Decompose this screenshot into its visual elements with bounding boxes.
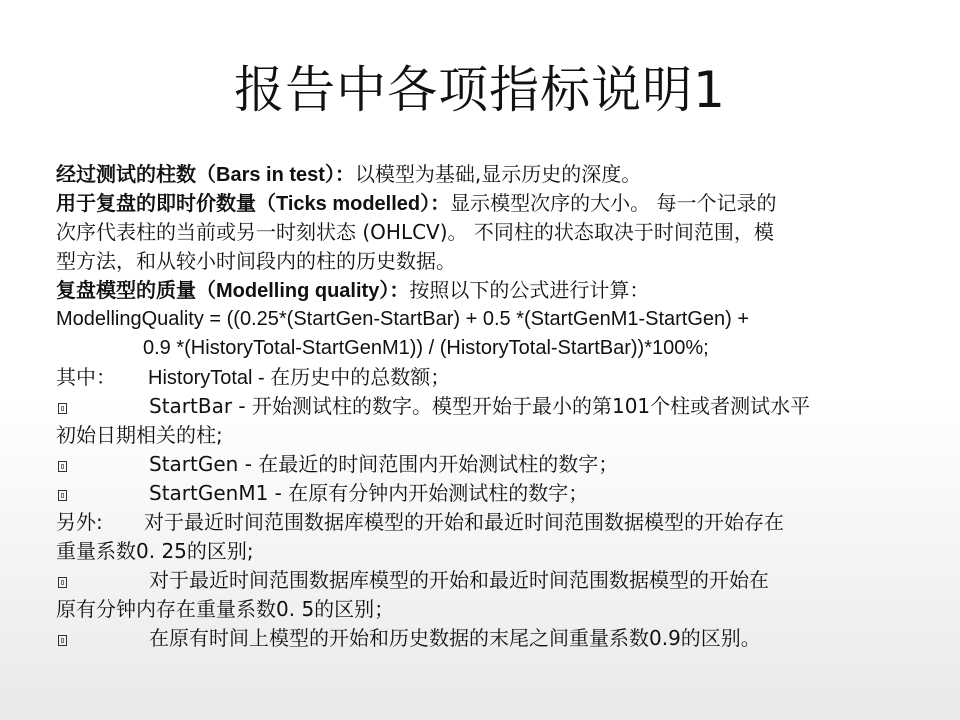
start-bar-text-1: StartBar - 开始测试柱的数字。模型开始于最小的第101个柱或者测试水平 — [149, 394, 811, 418]
bullet-box-icon — [58, 403, 67, 414]
extra-item-3 — [56, 624, 916, 653]
extra-item-2-text-2: 原有分钟内存在重量系数0. 5的区别； — [56, 597, 395, 621]
extra-item-1 — [56, 508, 916, 537]
extra-label: 另外: — [56, 510, 103, 534]
modelling-quality-line — [56, 276, 916, 305]
definition-history-total — [56, 363, 916, 392]
extra-item-2-text-1: 对于最近时间范围数据库模型的开始和最近时间范围数据模型的开始在 — [149, 568, 769, 592]
start-gen-text: StartGen - 在最近的时间范围内开始测试柱的数字； — [149, 452, 619, 476]
bars-in-test-term-en: Bars in test — [216, 164, 325, 186]
extra-item-3-text: 在原有时间上模型的开始和历史数据的末尾之间重量系数0.9的区别。 — [149, 626, 761, 650]
slide-title: 报告中各项指标说明1 — [234, 61, 726, 119]
bars-in-test-line — [56, 160, 916, 189]
ticks-modelled-desc-3: 型方法，和从较小时间段内的柱的历史数据。 — [56, 249, 456, 273]
extra-item-2 — [56, 566, 916, 595]
bullet-box-icon — [58, 577, 67, 588]
formula-line-1: ModellingQuality = ((0.25*(StartGen-StartBar) + 0.5 *(StartGenM1-StartGen) + — [56, 308, 750, 330]
definition-start-gen — [56, 450, 916, 479]
ticks-modelled-term: 用于复盘的即时价数量（ — [56, 191, 276, 215]
slide-body — [56, 160, 916, 653]
bars-in-test-term: 经过测试的柱数（ — [56, 162, 216, 186]
definition-start-bar — [56, 392, 916, 421]
bullet-box-icon — [58, 490, 67, 501]
bullet-box-icon — [58, 635, 67, 646]
start-bar-text-2: 初始日期相关的柱; — [56, 423, 223, 447]
bullet-box-icon — [58, 461, 67, 472]
start-gen-m1-text: StartGenM1 - 在原有分钟内开始测试柱的数字； — [149, 481, 589, 505]
ticks-modelled-desc-1: 显示模型次序的大小。 每一个记录的 — [450, 191, 777, 215]
definition-start-gen-m1 — [56, 479, 916, 508]
modelling-quality-term-end: ）： — [379, 278, 410, 302]
definitions-label: 其中： — [56, 365, 116, 389]
modelling-quality-term: 复盘模型的质量（ — [56, 278, 216, 302]
ticks-modelled-term-en: Ticks modelled — [276, 193, 421, 215]
bars-in-test-term-end: ）： — [324, 162, 355, 186]
ticks-modelled-line — [56, 189, 916, 218]
modelling-quality-desc: 按照以下的公式进行计算： — [409, 278, 650, 302]
ticks-modelled-desc-2: 次序代表柱的当前或另一时刻状态 (OHLCV)。 不同柱的状态取决于时间范围，模 — [56, 220, 774, 244]
modelling-quality-term-en: Modelling quality — [216, 280, 380, 302]
bars-in-test-desc: 以模型为基础,显示历史的深度。 — [354, 162, 642, 186]
extra-item-1-text-2: 重量系数0. 25的区别; — [56, 539, 254, 563]
extra-item-1-text-1: 对于最近时间范围数据库模型的开始和最近时间范围数据模型的开始存在 — [144, 510, 784, 534]
history-total-text: HistoryTotal - 在历史中的总数额； — [148, 367, 451, 389]
ticks-modelled-term-end: ）： — [420, 191, 451, 215]
formula-line-2: 0.9 *(HistoryTotal-StartGenM1)) / (HistoryTotal-StartBar))*100%; — [143, 337, 709, 359]
